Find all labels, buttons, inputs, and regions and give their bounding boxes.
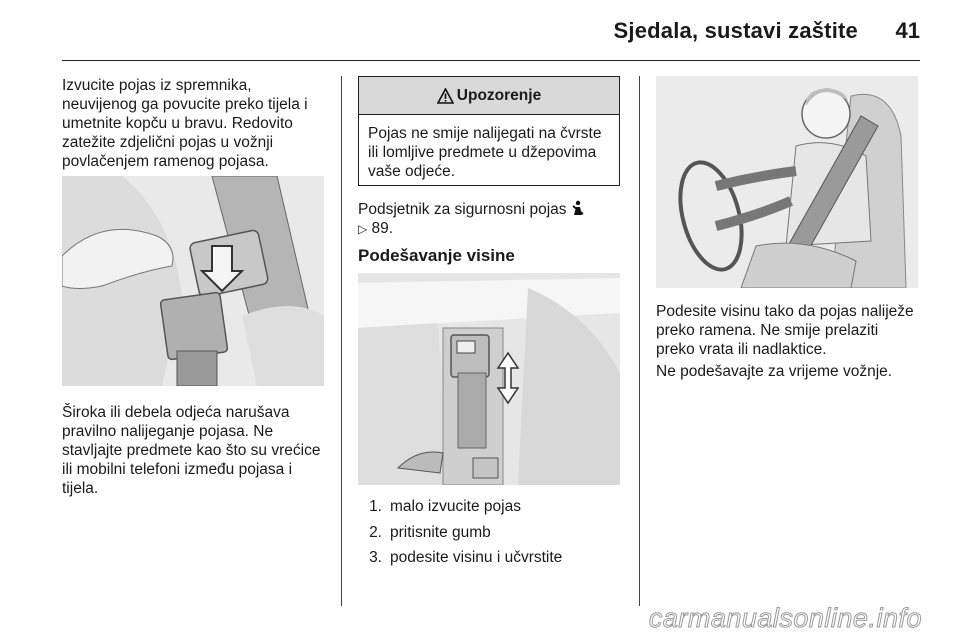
warning-box — [358, 76, 620, 186]
buckle-illustration — [62, 176, 324, 386]
warning-body: Pojas ne smije nalijegati na čvrste ili lomljive predmete u džepovima vaše odjeće. — [368, 125, 602, 180]
header-rule — [62, 60, 920, 61]
warning-header — [359, 77, 619, 115]
driver-seatbelt-illustration — [656, 76, 918, 288]
watermark: carmanualsonline.info — [648, 603, 922, 633]
adjustment-steps — [358, 497, 562, 574]
list-item: 2. pritisnite gumb — [369, 523, 491, 541]
seatbelt-reminder-icon — [571, 200, 585, 216]
reference-page: 89. — [371, 220, 394, 237]
list-item: 1. malo izvucite pojas — [369, 498, 521, 515]
section-heading: Podešavanje visine — [358, 246, 515, 265]
driving-warning-paragraph: Ne podešavajte za vrijeme vožnje. — [656, 363, 893, 380]
column-divider-left — [341, 76, 342, 606]
list-item: 3. podesite visinu i učvrstite — [369, 549, 563, 566]
arrow-reference-icon: ▷ — [358, 222, 368, 236]
reminder-paragraph: Podsjetnik za sigurnosni pojas ▷ 89. — [358, 200, 585, 239]
warning-title: Upozorenje — [456, 86, 542, 104]
clothing-paragraph: Široka ili debela odjeća narušava pravilno nalijeganje pojasa. Ne stavljajte predmete kao što su vrećice ili mobilni telefoni između pojasa i tijela. — [62, 404, 321, 497]
column-divider-right — [639, 76, 640, 606]
height-adjuster-illustration — [358, 273, 620, 485]
header-title: Sjedala, sustavi zaštite — [613, 18, 858, 43]
adjust-paragraph: Podesite visinu tako da pojas naliježe preko ramena. Ne smije prelaziti preko vrata ili nadlaktice. — [656, 303, 914, 358]
warning-triangle-icon — [437, 88, 454, 104]
intro-paragraph: Izvucite pojas iz spremnika, neuvijenog ga povucite preko tijela i umetnite kopču u bravu. Redovito zatežite zdjelični pojas u vožnji povlačenjem ramenog pojasa. — [62, 77, 308, 170]
page-number: 41 — [895, 18, 920, 43]
